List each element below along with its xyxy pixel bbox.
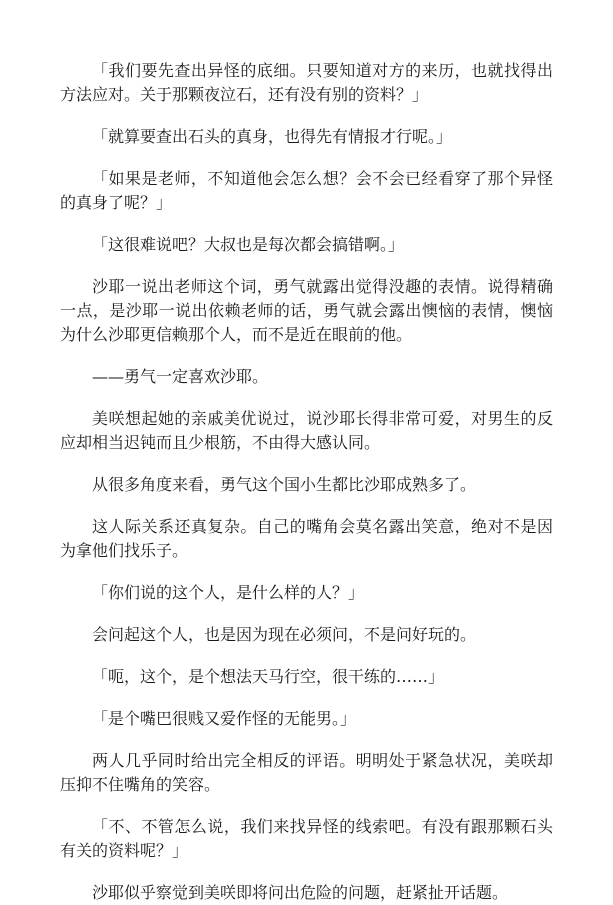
paragraph: ——勇气一定喜欢沙耶。 [92,367,269,386]
paragraph: 「不、不管怎么说，我们来找异怪的线索吧。有没有跟那颗石头有关的资料呢？」 [60,817,553,860]
paragraph: 「就算要查出石头的真身，也得先有情报才行呢。」 [92,127,453,146]
paragraph: 会问起这个人，也是因为现在必须问，不是问好玩的。 [92,625,477,644]
paragraph: 两人几乎同时给出完全相反的评语。明明处于紧急状况，美咲却压抑不住嘴角的笑容。 [60,751,553,794]
paragraph: 沙耶似乎察觉到美咲即将问出危险的问题，赶紧扯开话题。 [92,883,509,902]
paragraph: 沙耶一说出老师这个词，勇气就露出觉得没趣的表情。说得精确一点，是沙耶一说出依赖老师的话，勇气就会露出懊恼的表情，懊恼为什么沙耶更信赖那个人，而不是近在眼前的他。 [60,277,553,344]
paragraph: 「如果是老师，不知道他会怎么想？会不会已经看穿了那个异怪的真身了呢？」 [60,169,553,212]
paragraph: 「我们要先查出异怪的底细。只要知道对方的来历，也就找得出方法应对。关于那颗夜泣石，还有没有别的资料？」 [60,61,553,104]
paragraph: 美咲想起她的亲戚美优说过，说沙耶长得非常可爱，对男生的反应却相当迟钝而且少根筋，不由得大感认同。 [60,409,553,452]
paragraph: 从很多角度来看，勇气这个国小生都比沙耶成熟多了。 [92,475,477,494]
paragraph: 这人际关系还真复杂。自己的嘴角会莫名露出笑意，绝对不是因为拿他们找乐子。 [60,517,553,560]
paragraph: 「是个嘴巴很贱又爱作怪的无能男。」 [92,709,357,728]
paragraph: 「呃，这个，是个想法天马行空，很干练的……」 [92,667,445,686]
paragraph: 「这很难说吧？大叔也是每次都会搞错啊。」 [92,235,405,254]
paragraph: 「你们说的这个人，是什么样的人？」 [92,583,365,602]
